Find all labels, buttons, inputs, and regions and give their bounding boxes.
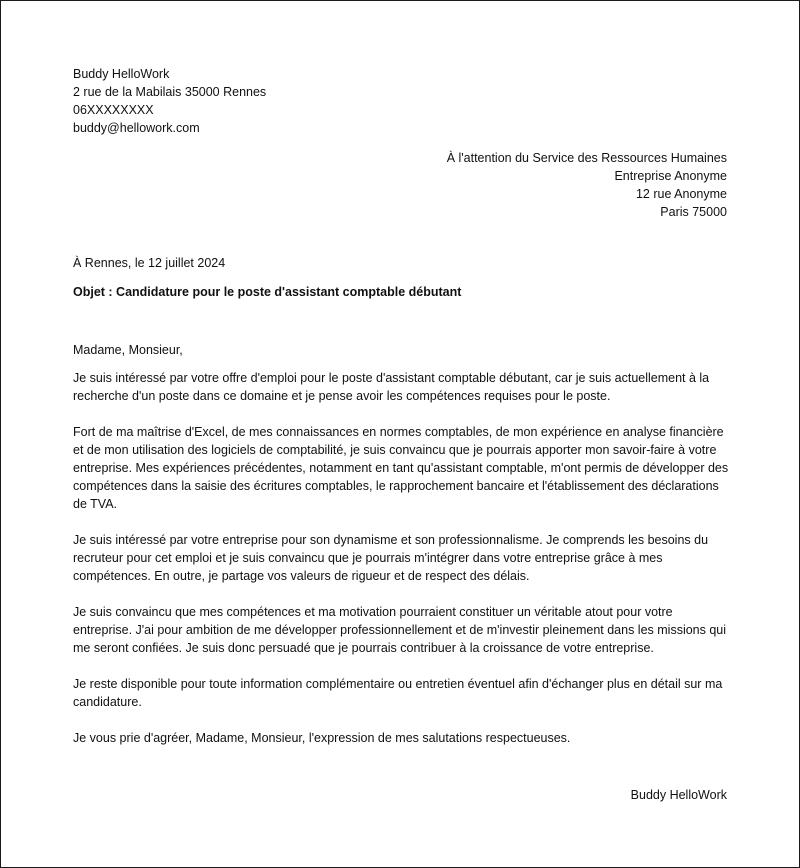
- paragraph-intro: Je suis intéressé par votre offre d'emploi pour le poste d'assistant comptable débutant, car je suis actuellement à la recherche d'un poste dans ce domaine et je pense avoir les compétences requises pour le poste.: [73, 371, 710, 403]
- recipient-city: Paris 75000: [660, 205, 727, 219]
- sender-phone: 06XXXXXXXX: [73, 103, 154, 117]
- sender-block: [73, 65, 266, 137]
- recipient-block: [447, 149, 727, 221]
- sender-name: Buddy HelloWork: [73, 67, 170, 81]
- paragraph-availability: Je reste disponible pour toute information complémentaire ou entretien éventuel afin d'échanger plus en détail sur ma candidature.: [73, 677, 723, 709]
- paragraph-company: Je suis intéressé par votre entreprise pour son dynamisme et son professionnalisme. Je comprends les besoins du recruteur pour cet emploi et je suis convaincu que je pourrais m'intégrer dans votre entreprise grâce à mes compétences. En outre, je partage vos valeurs de rigueur et de respect des délais.: [73, 533, 709, 583]
- signature: Buddy HelloWork: [630, 788, 727, 802]
- subject-line: Objet : Candidature pour le poste d'assistant comptable débutant: [73, 285, 462, 299]
- recipient-attention: À l'attention du Service des Ressources Humaines: [446, 151, 727, 165]
- letter-body: [73, 341, 729, 765]
- sender-address: 2 rue de la Mabilais 35000 Rennes: [73, 85, 267, 99]
- recipient-street: 12 rue Anonyme: [635, 187, 727, 201]
- recipient-company: Entreprise Anonyme: [614, 169, 727, 183]
- sender-email: buddy@hellowork.com: [73, 121, 200, 135]
- paragraph-motivation: Je suis convaincu que mes compétences et ma motivation pourraient constituer un véritable atout pour votre entreprise. J'ai pour ambition de me développer professionnellement et de m'investir pleinement dans les missions qui me seront confiées. Je suis donc persuadé que je pourrais contribuer à la croissance de votre entreprise.: [73, 605, 727, 655]
- paragraph-skills: Fort de ma maîtrise d'Excel, de mes connaissances en normes comptables, de mon expérience en analyse financière et de mon utilisation des logiciels de comptabilité, je suis convaincu que je pourrais apporter mon savoir-faire à votre entreprise. Mes expériences précédentes, notamment en tant qu'assistant comptable, m'ont permis de développer des compétences dans la saisie des écritures comptables, le rapprochement bancaire et l'établissement des déclarations de TVA.: [73, 425, 729, 511]
- paragraph-closing: Je vous prie d'agréer, Madame, Monsieur, l'expression de mes salutations respectueuses.: [73, 731, 571, 745]
- greeting: Madame, Monsieur,: [73, 343, 183, 357]
- date-line: À Rennes, le 12 juillet 2024: [73, 256, 226, 270]
